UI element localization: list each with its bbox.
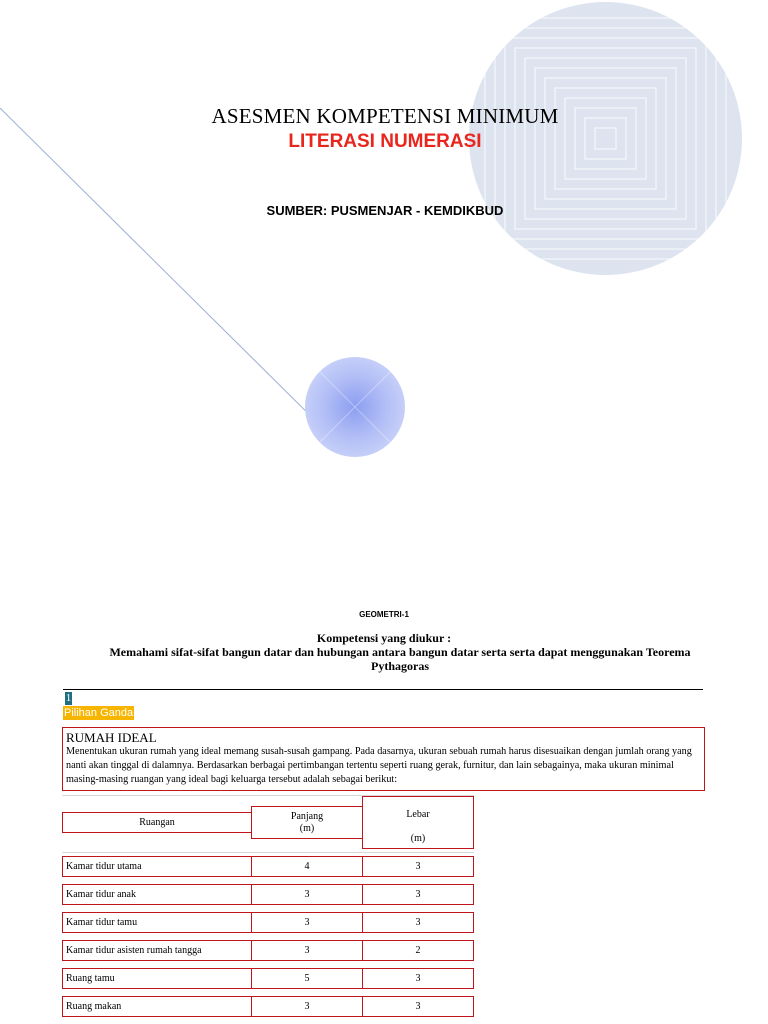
table-row-room: Ruang tamu <box>62 968 252 989</box>
problem-text: Menentukan ukuran rumah yang ideal memang susah-susah gampang. Pada dasarnya, ukuran sebuah rumah harus disesuaikan dengan jumlah orang yang nanti akan tinggal di dalamnya. Berdasarkan berbagai pertimbangan tertentu seperti ruang gerak, furnitur, dan lain sebagainya, maka ukuran minimal masing-masing ruangan yang ideal bagi keluarga tersebut adalah sebagai berikut: <box>66 746 692 785</box>
header-length-unit: (m) <box>299 822 315 834</box>
table-row-length: 4 <box>251 856 363 877</box>
table-row-length: 3 <box>251 940 363 961</box>
question-type-label: Pilihan Ganda <box>64 707 134 719</box>
header-room-label: Ruangan <box>139 816 175 828</box>
table-row-room: Kamar tidur utama <box>62 856 252 877</box>
table-row-room: Kamar tidur tamu <box>62 912 252 933</box>
section-label: GEOMETRI-1 <box>359 610 409 619</box>
header-room <box>62 812 252 833</box>
table-row-width: 3 <box>362 912 474 933</box>
table-row-length: 3 <box>251 912 363 933</box>
table-row-length: 3 <box>251 884 363 905</box>
cover-source: SUMBER: PUSMENJAR - KEMDIKBUD <box>266 203 504 218</box>
header-length-label: Panjang <box>290 810 324 822</box>
table-row-width: 3 <box>362 968 474 989</box>
header-width <box>362 796 474 849</box>
header-width-label: Lebar <box>406 809 430 820</box>
table-row-width: 3 <box>362 996 474 1017</box>
table-row-width: 3 <box>362 884 474 905</box>
table-header-separator <box>62 852 474 853</box>
cover-title: ASESMEN KOMPETENSI MINIMUM <box>211 104 559 128</box>
competency-heading: Kompetensi yang diukur : <box>316 631 452 645</box>
problem-title: RUMAH IDEAL <box>66 730 157 745</box>
table-row-width: 2 <box>362 940 474 961</box>
table-row-room: Ruang makan <box>62 996 252 1017</box>
table-row-room: Kamar tidur anak <box>62 884 252 905</box>
table-row-length: 5 <box>251 968 363 989</box>
table-row-width: 3 <box>362 856 474 877</box>
question-number-badge: 1 <box>65 692 72 704</box>
problem-box <box>62 727 705 791</box>
table-row-length: 3 <box>251 996 363 1017</box>
header-length <box>251 806 363 839</box>
header-width-unit: (m) <box>410 833 426 844</box>
section-divider <box>63 689 703 690</box>
small-blue-circle-decoration <box>305 357 405 457</box>
cover-subtitle: LITERASI NUMERASI <box>288 131 482 152</box>
competency-description: Memahami sifat-sifat bangun datar dan hubungan antara bangun datar serta serta dapat menggunakan Teorema Pythagoras <box>109 645 691 673</box>
table-row-room: Kamar tidur asisten rumah tangga <box>62 940 252 961</box>
